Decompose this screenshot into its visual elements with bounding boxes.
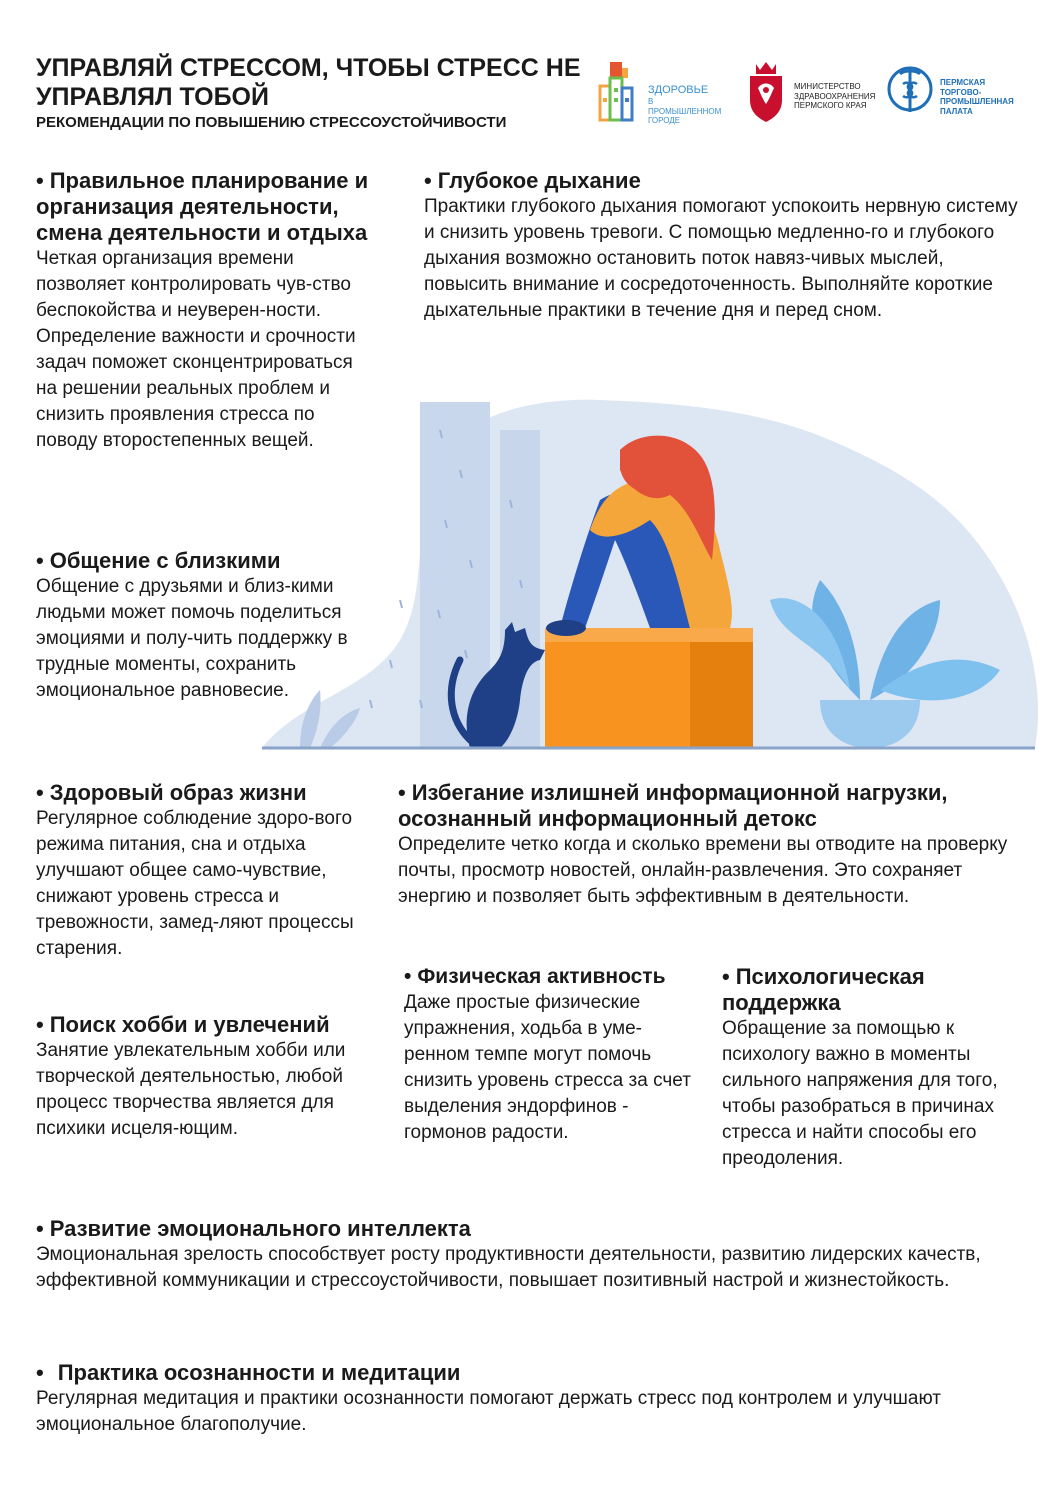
section-text: Регулярное соблюдение здоро-вого режима питания, сна и отдыха улучшают общее само-чувствие, снижают уровень стресса и тревожности, замед-ляют процессы старения. [36, 808, 354, 959]
bullet-icon: • [36, 168, 44, 193]
section-title: • Правильное планирование и организация деятельности, смена деятельности и отдыха [36, 168, 369, 245]
bullet-icon: • [36, 1360, 44, 1385]
logo-chamber-line1: ПЕРМСКАЯ [940, 78, 986, 87]
page-title: УПРАВЛЯЙ СТРЕССОМ, ЧТОБЫ СТРЕСС НЕ УПРАВЛЯЛ ТОБОЙ [36, 54, 581, 111]
section-title: • Здоровый образ жизни [36, 780, 307, 805]
section-text: Эмоциональная зрелость способствует росту продуктивности деятельности, развитию лидерских качеств, эффективной коммуникации и стрессоустойчивости, повышает позитивный настрой и жизнестойкость. [36, 1244, 981, 1291]
section-psychological-support [722, 964, 1022, 1172]
bullet-icon: • [36, 1216, 44, 1241]
section-planning [36, 168, 406, 454]
section-info-detox [398, 780, 1028, 910]
woman-shoe [546, 620, 586, 636]
section-mindfulness [36, 1360, 1026, 1438]
section-communication [36, 548, 376, 704]
logo-health-line2: В ПРОМЫШЛЕННОМ [648, 97, 722, 116]
logo-chamber-line3: ПАЛАТА [940, 106, 973, 116]
bullet-icon: • [36, 780, 44, 805]
section-title: • Практика осознанности и медитации [36, 1360, 461, 1385]
logo-health-line3: ГОРОДЕ [648, 116, 681, 125]
section-title: • Психологическая поддержка [722, 964, 925, 1015]
bullet-icon: • [404, 965, 412, 988]
logo-ministry-line1: МИНИСТЕРСТВО [794, 82, 861, 91]
section-text: Общение с друзьями и близ-кими людьми может помочь поделиться эмоциями и полу-чить поддержку в трудные моменты, сохранить эмоциональное равновесие. [36, 576, 348, 701]
bullet-icon: • [424, 168, 432, 193]
section-physical-activity [404, 964, 718, 1146]
logo-ministry-line3: ПЕРМСКОГО КРАЯ [794, 101, 867, 110]
bullet-icon: • [36, 1012, 44, 1037]
section-text: Практики глубокого дыхания помогают успокоить нервную систему и снизить уровень тревоги. С помощью медленно-го и глубокого дыхания возможно остановить поток навяз-чивых мыслей, повысить внимание и сосредоточенность. Выполняйте короткие дыхательные практики в течение дня и перед сном. [424, 196, 1018, 321]
section-text: Даже простые физические упражнения, ходьба в уме-ренном темпе могут помочь снизить уровень стресса за счет выделения эндорфинов - гормонов радости. [404, 992, 691, 1143]
section-healthy-lifestyle [36, 780, 376, 962]
section-title: • Глубокое дыхание [424, 168, 641, 193]
section-title: • Физическая активность [404, 965, 666, 988]
section-hobby [36, 1012, 376, 1142]
section-text: Регулярная медитация и практики осознанности помогают держать стресс под контролем и улучшают эмоциональное благополучие. [36, 1388, 941, 1435]
section-title: • Избегание излишней информационной нагрузки, осознанный информационный детокс [398, 780, 948, 831]
section-text: Четкая организация времени позволяет контролировать чув-ство беспокойства и неуверен-ности. Определение важности и срочности задач поможет сконцентрироваться на решении реальных проблем и снизить проявления стресса по поводу второстепенных вещей. [36, 248, 356, 451]
section-title: • Поиск хобби и увлечений [36, 1012, 330, 1037]
section-title: • Развитие эмоционального интеллекта [36, 1216, 471, 1241]
section-breathing [424, 168, 1024, 324]
bullet-icon: • [36, 548, 44, 573]
logo-chamber-line2: ТОРГОВО-ПРОМЫШЛЕННАЯ [940, 87, 1014, 106]
section-text: Обращение за помощью к психологу важно в моменты сильного напряжения для того, чтобы разобраться в причинах стресса и найти способы его преодоления. [722, 1018, 998, 1169]
page-subtitle: РЕКОМЕНДАЦИИ ПО ПОВЫШЕНИЮ СТРЕССОУСТОЙЧИВОСТИ [36, 114, 507, 131]
logo-ministry-line2: ЗДРАВООХРАНЕНИЯ [794, 91, 876, 101]
logo-health-line1: ЗДОРОВЬЕ [648, 84, 709, 96]
section-text: Определите четко когда и сколько времени вы отводите на проверку почты, просмотр новостей, онлайн-развлечения. Это сохраняет энергию и позволяет быть эффективным в деятельности. [398, 834, 1008, 907]
bullet-icon: • [398, 780, 406, 805]
bullet-icon: • [722, 964, 730, 989]
section-title: • Общение с близкими [36, 548, 281, 573]
section-emotional-intelligence [36, 1216, 1026, 1294]
section-text: Занятие увлекательным хобби или творческой деятельностью, любой процесс творчества является для психики исцеля-ющим. [36, 1040, 346, 1139]
